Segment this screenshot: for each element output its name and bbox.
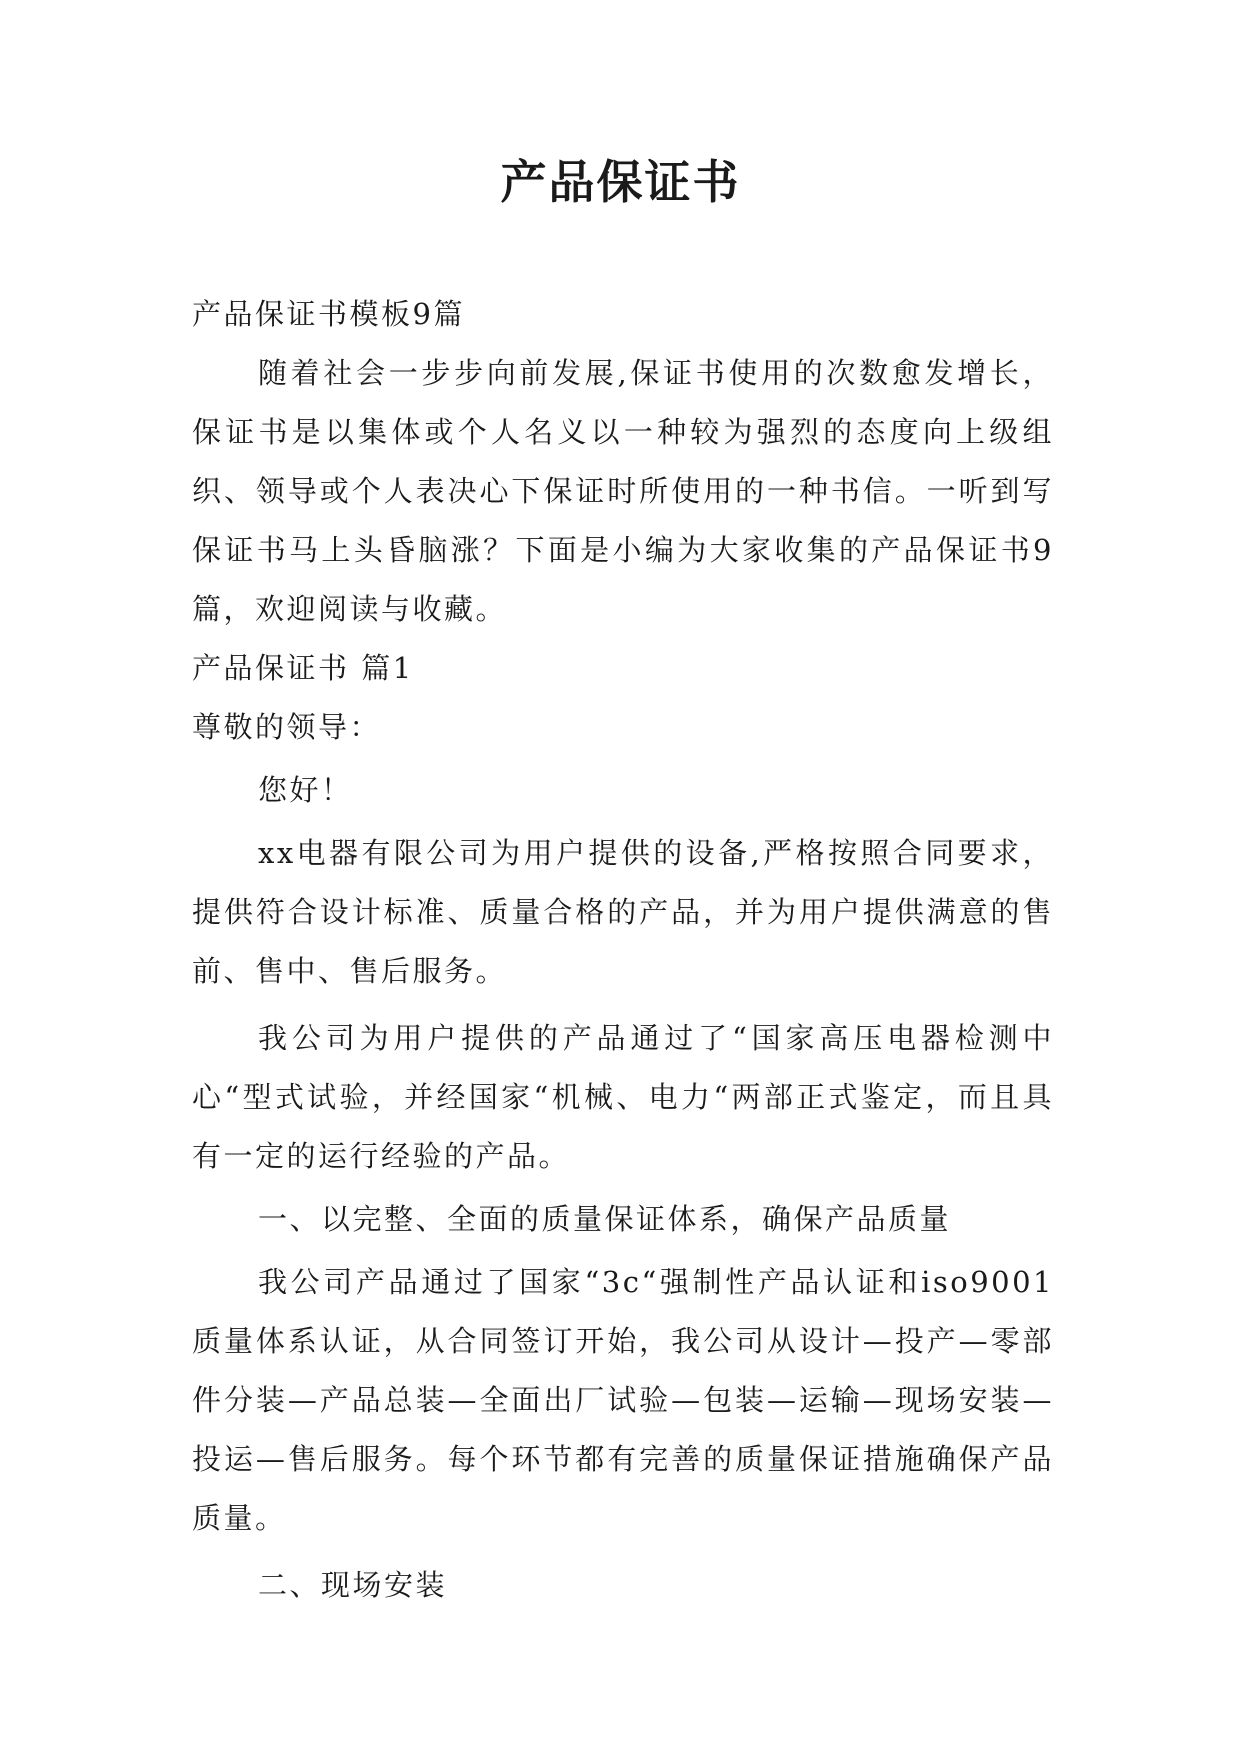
- greeting: 您好！: [258, 773, 353, 807]
- list-heading-1: 一、以完整、全面的质量保证体系，确保产品质量: [258, 1202, 952, 1236]
- list-heading-2: 二、现场安装: [258, 1568, 448, 1602]
- document-body: [192, 285, 1054, 1615]
- body-paragraph-3: 我公司产品通过了国家“3c“强制性产品认证和iso9001质量体系认证，从合同签订开始，我公司从设计—投产—零部件分装—产品总装—全面出厂试验—包装—运输—现场安装—投运—售后服务。每个环节都有完善的质量保证措施确保产品质量。: [192, 1265, 1054, 1535]
- salutation: 尊敬的领导：: [192, 710, 382, 744]
- subtitle-line: 产品保证书模板9篇: [192, 297, 465, 331]
- body-paragraph-2: 我公司为用户提供的产品通过了“国家高压电器检测中心“型式试验，并经国家“机械、电力“两部正式鉴定，而且具有一定的运行经验的产品。: [192, 1021, 1054, 1173]
- intro-paragraph: 随着社会一步步向前发展,保证书使用的次数愈发增长，保证书是以集体或个人名义以一种较为强烈的态度向上级组织、领导或个人表决心下保证时所使用的一种书信。一听到写保证书马上头昏脑涨？下面是小编为大家收集的产品保证书9篇，欢迎阅读与收藏。: [192, 356, 1054, 626]
- body-paragraph-1: xx电器有限公司为用户提供的设备,严格按照合同要求，提供符合设计标准、质量合格的产品，并为用户提供满意的售前、售中、售后服务。: [192, 836, 1054, 988]
- section-heading: 产品保证书 篇1: [192, 651, 414, 685]
- document-title: 产品保证书: [500, 155, 741, 209]
